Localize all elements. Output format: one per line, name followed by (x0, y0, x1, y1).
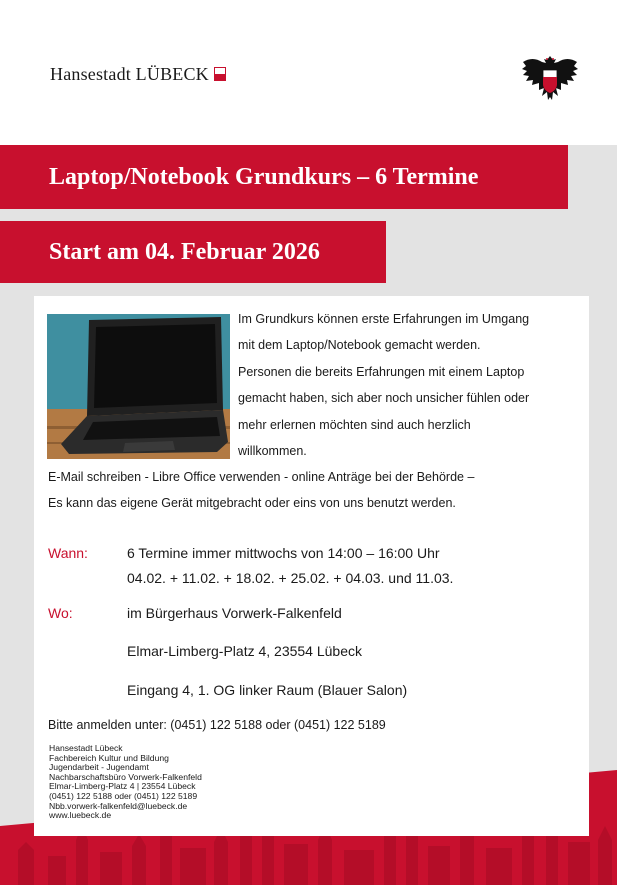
intro-line: Personen die bereits Erfahrungen mit einem Laptop (238, 364, 525, 379)
course-title-banner: Laptop/Notebook Grundkurs – 6 Termine (0, 145, 568, 209)
topics-line: E-Mail schreiben - Libre Office verwenden - online Anträge bei der Behörde – (48, 470, 475, 484)
intro-line: Im Grundkurs können erste Erfahrungen im Umgang (238, 312, 530, 326)
intro-line: mehr erlernen möchten sind auch herzlich (238, 417, 471, 432)
where-address: Elmar-Limberg-Platz 4, 23554 Lübeck (127, 643, 363, 659)
registration-phone: Bitte anmelden unter: (0451) 122 5188 oder (0451) 122 5189 (48, 718, 386, 732)
intro-line: gemacht haben, sich aber noch unsicher fühlen oder (238, 391, 530, 406)
footer-website: www.luebeck.de (49, 810, 112, 821)
footer-line: (0451) 122 5188 oder (0451) 122 5189 (49, 790, 198, 801)
intro-line: willkommen. (238, 444, 307, 459)
when-label: Wann: (48, 545, 88, 561)
eagle-icon (520, 50, 580, 110)
device-line: Es kann das eigene Gerät mitgebracht oder eins von uns benutzt werden. (48, 496, 456, 510)
footer-contact (49, 744, 202, 821)
intro-text (238, 306, 583, 464)
laptop-photo (47, 314, 230, 459)
footer-line: Fachbereich Kultur und Bildung (49, 752, 169, 763)
footer-line: Nachbarschaftsbüro Vorwerk-Falkenfeld (49, 771, 202, 782)
logo-mark-icon (214, 67, 226, 81)
when-dates: 04.02. + 11.02. + 18.02. + 25.02. + 04.03. und 11.03. (127, 570, 454, 586)
where-room: Eingang 4, 1. OG linker Raum (Blauer Salon) (127, 682, 408, 698)
start-date-banner: Start am 04. Februar 2026 (0, 221, 386, 283)
intro-line: mit dem Laptop/Notebook gemacht werden. (238, 338, 481, 353)
footer-line: Jugendarbeit - Jugendamt (49, 762, 149, 773)
logo-text: Hansestadt LÜBECK (50, 64, 209, 84)
where-venue: im Bürgerhaus Vorwerk-Falkenfeld (127, 605, 342, 621)
city-logo (50, 64, 226, 85)
footer-line: Elmar-Limberg-Platz 4 | 23554 Lübeck (49, 781, 196, 792)
footer-email: Nbb.vorwerk-falkenfeld@luebeck.de (49, 800, 188, 811)
when-times: 6 Termine immer mittwochs von 14:00 – 16:00 Uhr (127, 545, 440, 561)
where-label: Wo: (48, 605, 73, 621)
footer-line: Hansestadt Lübeck (49, 743, 123, 753)
